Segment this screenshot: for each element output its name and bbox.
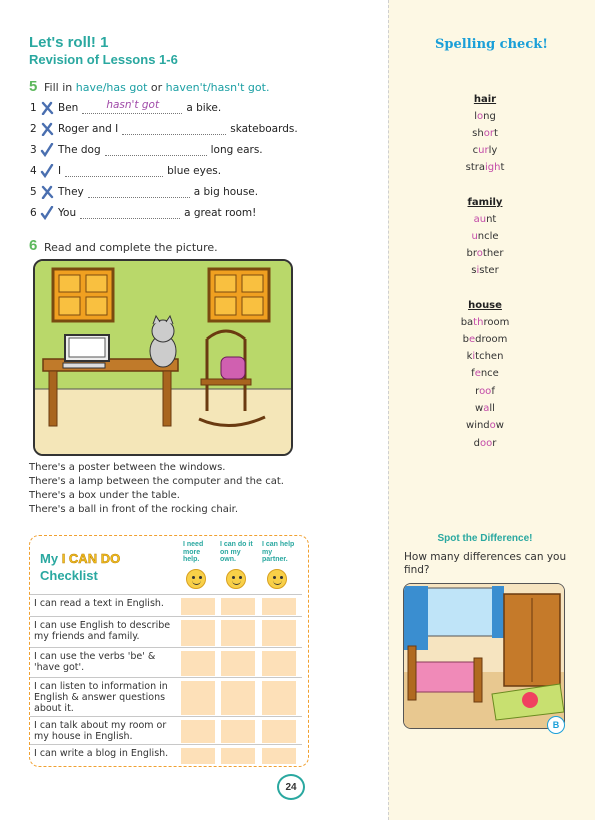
word: curly [472,145,498,156]
checklist-row-4: I can listen to information in English & answer questions about it. [30,677,302,716]
room-illustration [35,261,293,456]
check-icon [40,143,54,157]
checklist-row-3: I can use the verbs 'be' & 'have got'. [30,647,302,677]
tick-box[interactable] [262,681,296,715]
tick-box[interactable] [262,651,296,676]
answer-blank-3[interactable] [105,144,207,156]
spelling-title: Spelling check! [435,37,548,52]
tick-box[interactable] [181,598,215,615]
spot-title: Spot the Difference! [437,533,533,544]
tick-box[interactable] [181,720,215,743]
word: wall [475,403,495,414]
check-icon [40,206,54,220]
exercise-5-number: 5 [29,78,38,95]
word: brother [466,248,504,259]
column-on-my-own: I can do it on my own. [220,541,253,563]
tick-box[interactable] [221,620,255,646]
tick-box[interactable] [221,748,255,764]
tick-box[interactable] [262,598,296,615]
word: short [472,128,498,139]
picture-sentence-1: There's a poster between the windows. [29,462,226,473]
word: roof [475,386,495,397]
tick-box[interactable] [221,681,255,715]
exercise-6-instruction: Read and complete the picture. [44,241,218,254]
unit-title: Let's roll! 1 [29,34,109,51]
cross-icon [40,185,54,199]
tick-box[interactable] [181,651,215,676]
smiley-icon [267,569,287,589]
checklist-row-1: I can read a text in English. [30,594,302,616]
tick-box[interactable] [262,720,296,743]
column-need-help: I need more help. [183,541,204,563]
checklist-row-5: I can talk about my room or my house in English. [30,716,302,744]
bedroom-illustration [404,584,565,729]
checklist-row-6: I can write a blog in English. [30,744,302,765]
word: aunt [473,214,497,225]
word-group-hair: hair [473,94,497,105]
picture-sentence-3: There's a box under the table. [29,490,180,501]
answer-blank-6[interactable] [80,207,180,219]
tick-box[interactable] [181,620,215,646]
checklist-title: My I CAN DO Checklist [40,551,121,583]
fill-item-1: 1 Ben hasn't got a bike. [30,99,222,114]
cross-icon [40,122,54,136]
room-picture[interactable] [33,259,293,456]
tick-box[interactable] [221,598,255,615]
smiley-icon [226,569,246,589]
fill-item-3: 3 The dog long ears. [30,144,263,156]
word: uncle [471,231,499,242]
fill-item-4: 4 I blue eyes. [30,165,222,177]
picture-b-badge: B [547,716,565,734]
fill-item-6: 6 You a great room! [30,207,257,219]
fill-item-2: 2 Roger and I skateboards. [30,123,298,135]
word: long [474,111,496,122]
picture-sentence-4: There's a ball in front of the rocking chair. [29,504,239,515]
unit-subtitle: Revision of Lessons 1-6 [29,52,178,67]
tick-box[interactable] [221,651,255,676]
word: kitchen [466,351,504,362]
column-help-partner: I can help my partner. [262,541,295,563]
word: fence [471,368,499,379]
word: door [473,438,497,449]
exercise-6-number: 6 [29,237,38,254]
word-group-house: house [468,300,502,311]
smiley-icon [186,569,206,589]
word: straight [465,162,505,173]
check-icon [40,164,54,178]
fill-item-5: 5 They a big house. [30,186,259,198]
tick-box[interactable] [262,620,296,646]
checklist-row-2: I can use English to describe my friends and family. [30,616,302,647]
tick-box[interactable] [181,748,215,764]
word: bedroom [462,334,508,345]
spot-question: How many differences can you find? [404,551,567,576]
spot-picture[interactable] [403,583,565,729]
tick-box[interactable] [181,681,215,715]
word: sister [471,265,499,276]
cross-icon [40,101,54,115]
tick-box[interactable] [262,748,296,764]
answer-blank-2[interactable] [122,123,226,135]
tick-box[interactable] [221,720,255,743]
answer-blank-1[interactable]: hasn't got [82,102,182,114]
page-number: 24 [277,774,305,800]
answer-blank-5[interactable] [88,186,190,198]
picture-sentence-2: There's a lamp between the computer and the cat. [29,476,284,487]
word-group-family: family [467,197,503,208]
word: bathroom [460,317,510,328]
answer-blank-4[interactable] [65,165,163,177]
exercise-5-instruction: Fill in have/has got or haven't/hasn't got. [44,81,270,94]
word: window [466,420,504,431]
